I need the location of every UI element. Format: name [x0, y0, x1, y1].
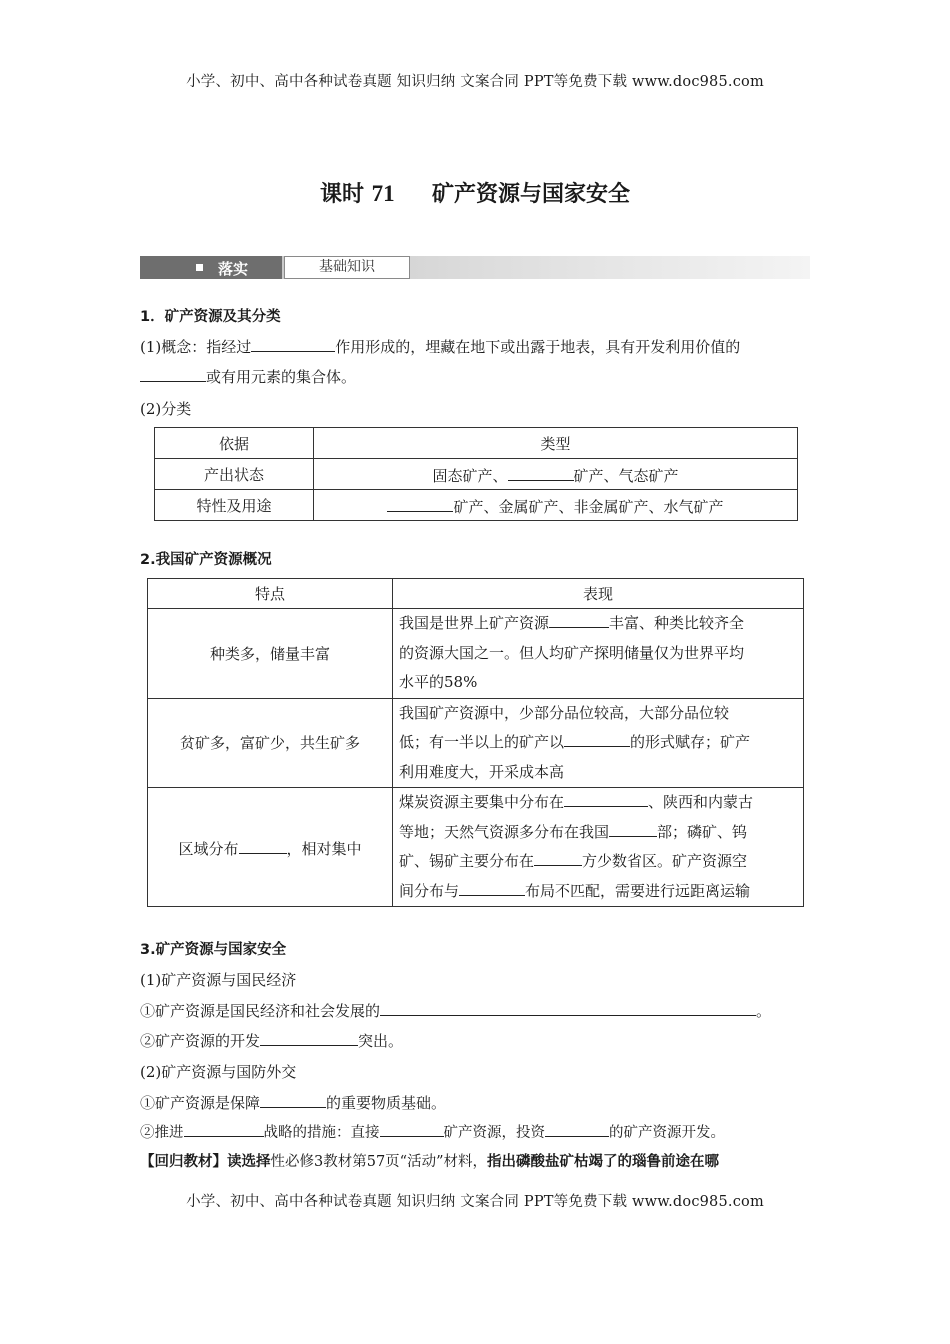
- blank-field: [508, 463, 574, 481]
- s3-p2: (2)矿产资源与国防外交: [140, 1063, 297, 1081]
- table-cell-detail: [393, 609, 804, 699]
- page-header: 小学、初中、高中各种试卷真题 知识归纳 文案合同 PPT等免费下载 www.doc985.com: [186, 74, 764, 90]
- blank-field: [545, 1119, 609, 1137]
- cell-text: 水平的58%: [399, 673, 478, 691]
- table-cell-detail: [393, 788, 804, 907]
- cell-text: 我国是世界上矿产资源: [399, 614, 550, 632]
- line-text: 矿产资源，投资: [443, 1125, 545, 1141]
- line-text: ①矿产资源是国民经济和社会发展的: [140, 1002, 381, 1020]
- review-text: 读选择: [227, 1154, 271, 1170]
- table-row: [148, 579, 804, 609]
- s1-concept-line1: [140, 332, 740, 362]
- s3-p1-2: [140, 1026, 403, 1056]
- table-header-cell: 表现: [393, 579, 804, 609]
- line-text: 的重要物质基础。: [326, 1094, 447, 1112]
- line-text: 。: [756, 1002, 772, 1020]
- banner-dark-bar: [140, 256, 282, 279]
- cell-text: 布局不匹配，需要进行远距离运输: [525, 881, 751, 900]
- cell-text: 丰富、种类比较齐全: [609, 614, 745, 632]
- cell-text: 部；磷矿、钨: [657, 822, 748, 841]
- cell-text: 间分布与: [399, 881, 460, 900]
- blank-field: [260, 1090, 326, 1108]
- table-header-cell: 类型: [314, 428, 798, 459]
- line-text: 突出。: [358, 1032, 404, 1050]
- cell-text: 煤炭资源主要集中分布在: [399, 793, 565, 811]
- table-row: [148, 788, 804, 907]
- blank-field: [564, 729, 630, 747]
- s3-heading: 3.矿产资源与国家安全: [140, 942, 287, 958]
- cell-text: 我国矿产资源中，少部分品位较高，大部分品位较: [399, 703, 730, 722]
- table-cell: [314, 490, 798, 521]
- page-footer: 小学、初中、高中各种试卷真题 知识归纳 文案合同 PPT等免费下载 www.doc985.com: [186, 1194, 764, 1210]
- table-row: [155, 459, 798, 490]
- review-text: 指出磷酸盐矿枯竭了的瑙鲁前途在哪: [487, 1154, 720, 1170]
- table-row: [148, 609, 804, 699]
- table-header-cell: 特点: [148, 579, 393, 609]
- cell-text: 矿产、气态矿产: [573, 466, 679, 485]
- section-banner: [140, 256, 810, 279]
- blank-field: [609, 819, 657, 837]
- title-number: 71: [371, 181, 395, 206]
- line-text: ①矿产资源是保障: [140, 1094, 261, 1112]
- table-header-cell: 依据: [155, 428, 314, 459]
- cell-text: 固态矿产、: [432, 466, 508, 485]
- blank-field: [184, 1119, 264, 1137]
- table-cell: 产出状态: [155, 459, 314, 490]
- table-row: [155, 490, 798, 521]
- title-main: 矿产资源与国家安全: [432, 182, 631, 207]
- banner-label-left: 落实: [218, 260, 249, 278]
- s1-heading: 1．矿产资源及其分类: [140, 309, 281, 325]
- blank-field: [140, 364, 206, 382]
- s3-p1: (1)矿产资源与国民经济: [140, 971, 297, 989]
- table-cell-feature: 种类多，储量丰富: [148, 609, 393, 699]
- s3-p2-2: [140, 1118, 725, 1148]
- table-row: [155, 428, 798, 459]
- review-label: 【回归教材】: [140, 1154, 227, 1170]
- table-cell-detail: [393, 698, 804, 788]
- blank-field: [380, 998, 756, 1016]
- table-cell: [314, 459, 798, 490]
- table-cell-feature: [148, 788, 393, 907]
- blank-field: [534, 848, 582, 866]
- square-icon: [196, 264, 203, 271]
- overview-table: [147, 578, 804, 907]
- review-text: 性必修3教材第57页“活动”材料，: [270, 1154, 488, 1170]
- cell-text: 区域分布: [178, 839, 239, 858]
- s2-heading: 2.我国矿产资源概况: [140, 552, 272, 568]
- blank-field: [251, 334, 335, 352]
- cell-text: 利用难度大，开采成本高: [399, 762, 565, 781]
- s3-p2-1: [140, 1088, 446, 1118]
- table-cell: 特性及用途: [155, 490, 314, 521]
- cell-text: ，相对集中: [286, 839, 362, 858]
- s1-concept-b: 作用形成的，埋藏在地下或出露于地表，具有开发利用价值的: [335, 338, 741, 356]
- cell-text: 方少数省区。矿产资源空: [582, 852, 748, 870]
- cell-text: 低；有一半以上的矿产以: [399, 733, 565, 751]
- classification-table: [154, 427, 798, 521]
- s1-concept-c: 或有用元素的集合体。: [206, 368, 357, 386]
- s1-classify: (2)分类: [140, 400, 192, 418]
- blank-field: [380, 1119, 444, 1137]
- page-title: [0, 177, 950, 208]
- table-row: [148, 698, 804, 788]
- review-line: [140, 1150, 719, 1171]
- line-text: ②矿产资源的开发: [140, 1032, 261, 1050]
- blank-field: [260, 1028, 358, 1046]
- line-text: 的矿产资源开发。: [609, 1125, 725, 1141]
- cell-text: 矿、锡矿主要分布在: [399, 852, 535, 870]
- s1-concept-a: (1)概念：指经过: [140, 338, 252, 356]
- cell-text: 等地；天然气资源多分布在我国: [399, 822, 610, 841]
- blank-field: [239, 836, 287, 854]
- banner-label-right: 基础知识: [284, 256, 410, 279]
- blank-field: [549, 610, 609, 628]
- title-prefix: 课时: [319, 182, 364, 207]
- table-cell-feature: 贫矿多，富矿少，共生矿多: [148, 698, 393, 788]
- s3-p1-1: [140, 996, 771, 1026]
- cell-text: 的资源大国之一。但人均矿产探明储量仅为世界平均: [399, 643, 745, 662]
- cell-text: 、陕西和内蒙古: [648, 793, 754, 811]
- line-text: 战略的措施：直接: [263, 1125, 380, 1141]
- blank-field: [387, 494, 453, 512]
- blank-field: [459, 878, 525, 896]
- blank-field: [564, 789, 648, 807]
- cell-text: 的形式赋存；矿产: [630, 733, 751, 751]
- cell-text: 矿产、金属矿产、非金属矿产、水气矿产: [453, 497, 724, 516]
- s1-concept-line2: [140, 362, 356, 392]
- line-text: ②推进: [140, 1125, 184, 1141]
